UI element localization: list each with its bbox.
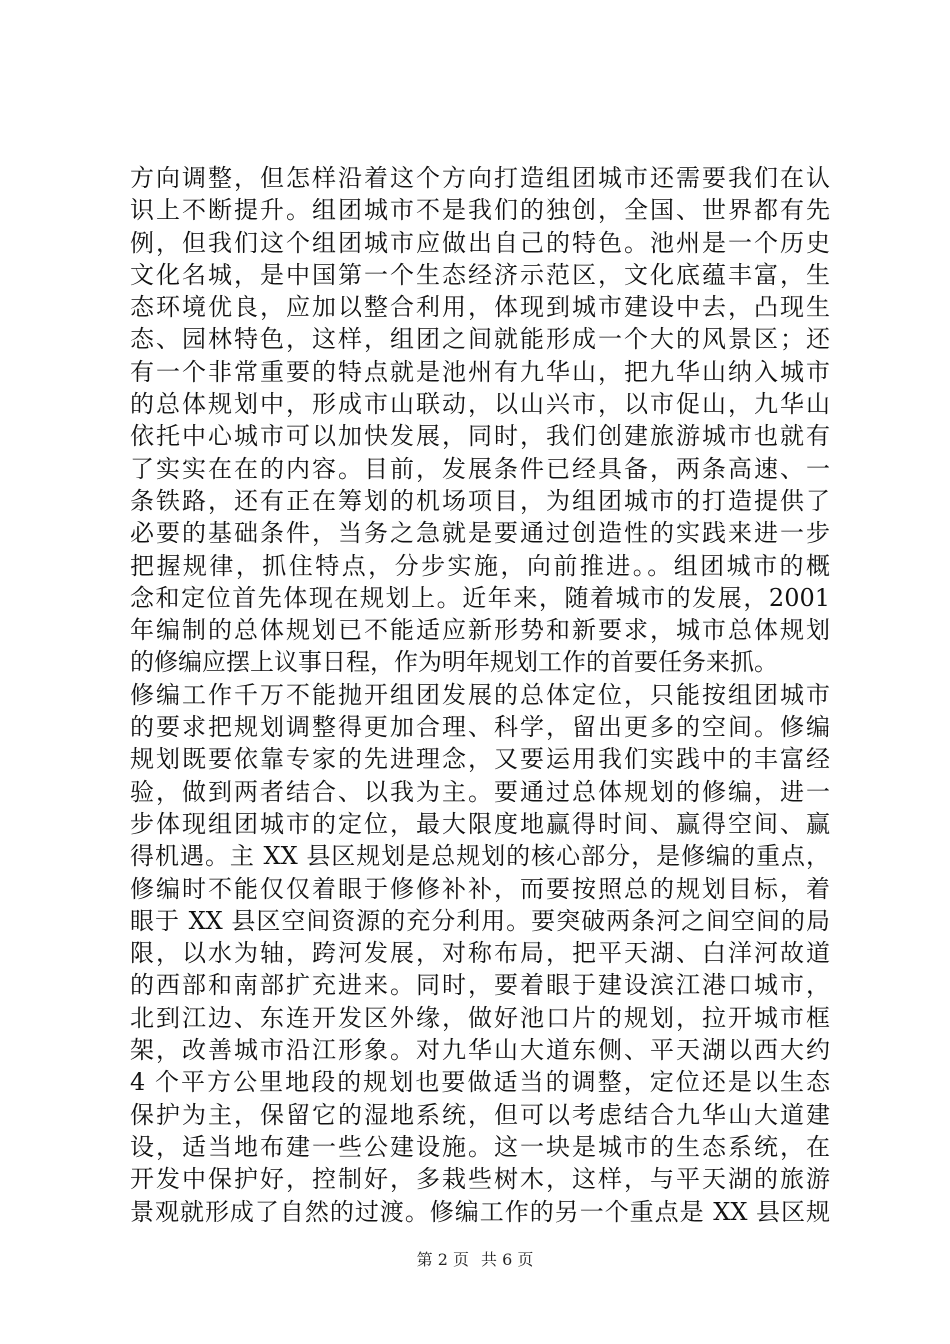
text-line: 文化名城，是中国第一个生态经济示范区，文化底蕴丰富，生 xyxy=(130,260,830,289)
text-line: 得机遇。主 XX 县区规划是总规划的核心部分，是修编的重点， xyxy=(130,842,830,871)
page-footer xyxy=(0,1247,950,1270)
text-line: 方向调整，但怎样沿着这个方向打造组团城市还需要我们在认 xyxy=(130,164,830,192)
text-line: 把握规律，抓住特点，分步实施，向前推进。。组团城市的概 xyxy=(130,551,830,580)
text-line: 验，做到两者结合、以我为主。要通过总体规划的修编，进一 xyxy=(130,777,830,806)
text-line: 眼于 XX 县区空间资源的充分利用。要突破两条河之间空间的局 xyxy=(130,906,830,935)
text-line: 的要求把规划调整得更加合理、科学，留出更多的空间。修编 xyxy=(130,713,830,742)
text-line: 例，但我们这个组团城市应做出自己的特色。池州是一个历史 xyxy=(130,228,830,257)
text-line: 的修编应摆上议事日程，作为明年规划工作的首要任务来抓。 xyxy=(130,648,778,677)
text-line: 开发中保护好，控制好，多栽些树木，这样，与平天湖的旅游 xyxy=(130,1165,830,1194)
text-line: 识上不断提升。组团城市不是我们的独创，全国、世界都有先 xyxy=(130,196,830,225)
text-line: 北到江边、东连开发区外缘，做好池口片的规划，拉开城市框 xyxy=(130,1003,830,1032)
text-line: 的总体规划中，形成市山联动，以山兴市，以市促山，九华山 xyxy=(130,390,830,419)
text-line: 态环境优良，应加以整合利用，体现到城市建设中去，凸现生 xyxy=(130,293,830,322)
text-line: 必要的基础条件，当务之急就是要通过创造性的实践来进一步 xyxy=(130,519,830,548)
text-line: 景观就形成了自然的过渡。修编工作的另一个重点是 XX 县区规 xyxy=(130,1197,830,1226)
text-line: 架，改善城市沿江形象。对九华山大道东侧、平天湖以西大约 xyxy=(130,1036,830,1065)
text-line: 的西部和南部扩充进来。同时，要着眼于建设滨江港口城市， xyxy=(130,971,830,1000)
text-line: 态、园林特色，这样，组团之间就能形成一个大的风景区；还 xyxy=(130,325,830,354)
text-line: 有一个非常重要的特点就是池州有九华山，把九华山纳入城市 xyxy=(130,357,830,386)
text-line: 依托中心城市可以加快发展，同时，我们创建旅游城市也就有 xyxy=(130,422,830,451)
text-line: 了实实在在的内容。目前，发展条件已经具备，两条高速、一 xyxy=(130,454,830,483)
page-number: 第 2 页 xyxy=(416,1250,469,1269)
text-line: 规划既要依靠专家的先进理念，又要运用我们实践中的丰富经 xyxy=(130,745,830,774)
text-line: 设，适当地布建一些公建设施。这一块是城市的生态系统，在 xyxy=(130,1132,830,1161)
page-total: 共 6 页 xyxy=(481,1250,534,1269)
text-line: 修编时不能仅仅着眼于修修补补，而要按照总的规划目标，着 xyxy=(130,874,830,903)
text-line: 修编工作千万不能抛开组团发展的总体定位，只能按组团城市 xyxy=(130,680,830,709)
text-line: 年编制的总体规划已不能适应新形势和新要求，城市总体规划 xyxy=(130,616,830,645)
body-text xyxy=(130,162,830,1228)
text-line: 步体现组团城市的定位，最大限度地赢得时间、赢得空间、赢 xyxy=(130,809,830,838)
text-line: 保护为主，保留它的湿地系统，但可以考虑结合九华山大道建 xyxy=(130,1100,830,1129)
text-line: 条铁路，还有正在筹划的机场项目，为组团城市的打造提供了 xyxy=(130,486,830,515)
text-line: 限，以水为轴，跨河发展，对称布局，把平天湖、白洋河故道 xyxy=(130,939,830,968)
text-line: 4 个平方公里地段的规划也要做适当的调整，定位还是以生态 xyxy=(130,1068,830,1097)
text-line: 念和定位首先体现在规划上。近年来，随着城市的发展，2001 xyxy=(130,583,830,612)
